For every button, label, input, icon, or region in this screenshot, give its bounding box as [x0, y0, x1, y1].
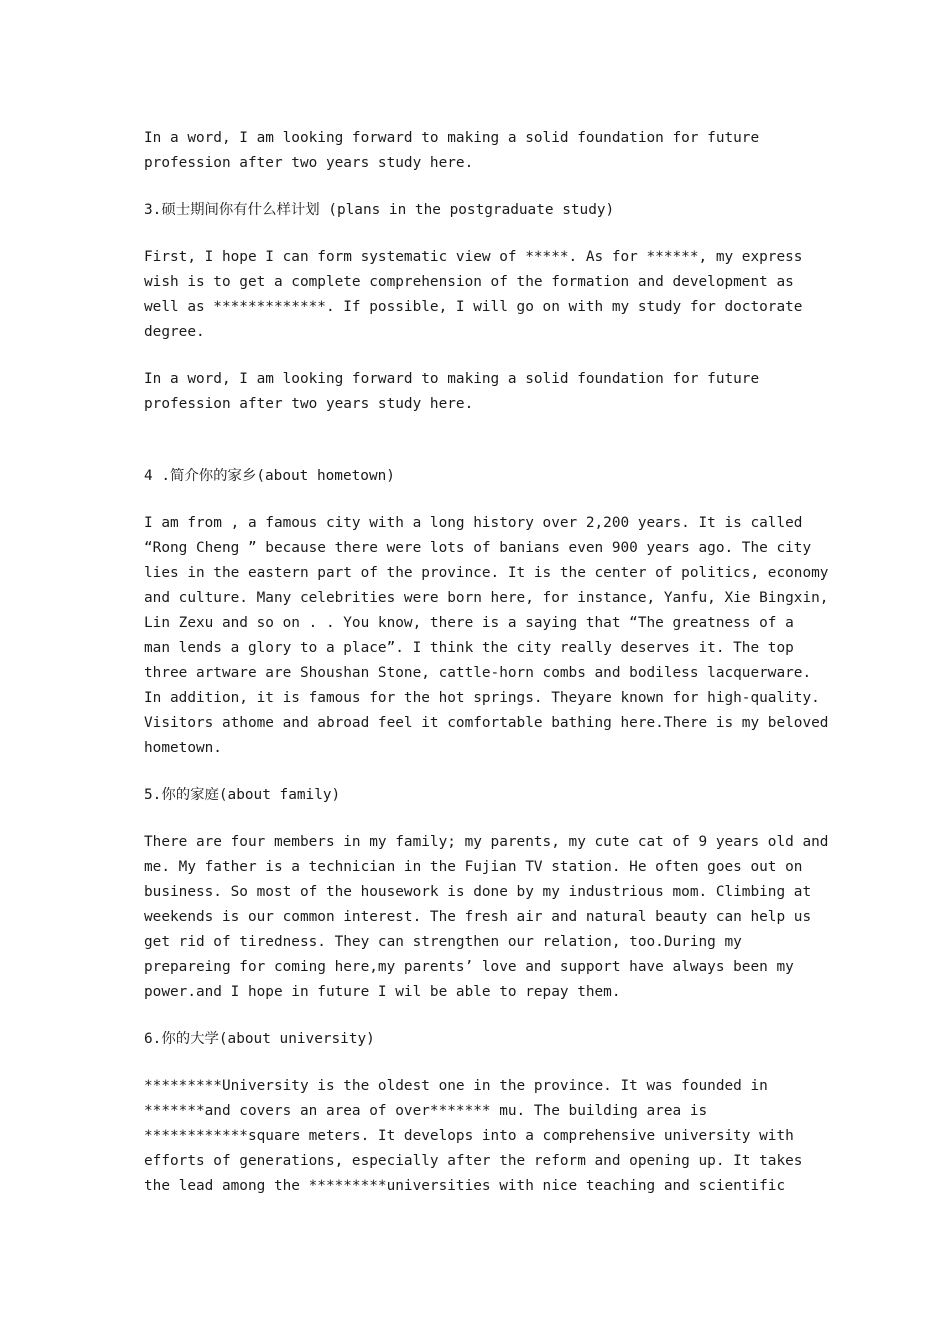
document-body [144, 126, 829, 1221]
text-line: lies in the eastern part of the province. It is the center of politics, economy [144, 565, 829, 581]
text-line: I am from , a famous city with a long history over 2,200 years. It is called [144, 515, 803, 531]
text-line: business. So most of the housework is done by my industrious mom. Climbing at [144, 884, 812, 900]
paragraph [144, 245, 816, 345]
section-heading [144, 783, 816, 808]
text-line: 3.硕士期间你有什么样计划 (plans in the postgraduate study) [144, 202, 615, 218]
text-line: *******and covers an area of over******* mu. The building area is [144, 1103, 708, 1119]
text-line: degree. [144, 324, 205, 340]
text-line: power.and I hope in future I wil be able to repay them. [144, 984, 621, 1000]
text-line: and culture. Many celebrities were born here, for instance, Yanfu, Xie Bingxin, [144, 590, 829, 606]
text-line: weekends is our common interest. The fresh air and natural beauty can help us [144, 909, 812, 925]
text-line: profession after two years study here. [144, 396, 474, 412]
text-line: me. My father is a technician in the Fujian TV station. He often goes out on [144, 859, 803, 875]
text-line: *********University is the oldest one in the province. It was founded in [144, 1078, 768, 1094]
section-heading [144, 198, 816, 223]
text-line: 5.你的家庭(about family) [144, 787, 341, 803]
paragraph [144, 367, 816, 417]
text-line: 6.你的大学(about university) [144, 1031, 375, 1047]
text-line: There are four members in my family; my parents, my cute cat of 9 years old and [144, 834, 829, 850]
text-line: “Rong Cheng ” because there were lots of banians even 900 years ago. The city [144, 540, 812, 556]
text-line: profession after two years study here. [144, 155, 474, 171]
text-line: Visitors athome and abroad feel it comfortable bathing here.There is my beloved [144, 715, 829, 731]
text-line: 4 .简介你的家乡(about hometown) [144, 468, 395, 484]
text-line: Lin Zexu and so on . . You know, there is a saying that “The greatness of a [144, 615, 794, 631]
text-line: hometown. [144, 740, 222, 756]
paragraph [144, 830, 829, 1005]
text-line: wish is to get a complete comprehension of the formation and development as [144, 274, 794, 290]
text-line: ************square meters. It develops into a comprehensive university with [144, 1128, 794, 1144]
paragraph [144, 126, 816, 176]
paragraph [144, 1074, 816, 1199]
section-heading [144, 1027, 816, 1052]
text-line: man lends a glory to a place”. I think the city really deserves it. The top [144, 640, 794, 656]
text-line: get rid of tiredness. They can strengthen our relation, too.During my [144, 934, 742, 950]
text-line: the lead among the *********universities with nice teaching and scientific [144, 1178, 786, 1194]
section-heading [144, 464, 816, 489]
text-line: efforts of generations, especially after the reform and opening up. It takes [144, 1153, 803, 1169]
text-line: prepareing for coming here,my parents’ love and support have always been my [144, 959, 794, 975]
text-line: First, I hope I can form systematic view of *****. As for ******, my express [144, 249, 803, 265]
paragraph [144, 511, 829, 761]
text-line: In addition, it is famous for the hot springs. Theyare known for high-quality. [144, 690, 820, 706]
text-line: In a word, I am looking forward to making a solid foundation for future [144, 130, 760, 146]
text-line: three artware are Shoushan Stone, cattle-horn combs and bodiless lacquerware. [144, 665, 812, 681]
text-line: well as *************. If possible, I will go on with my study for doctorate [144, 299, 803, 315]
text-line: In a word, I am looking forward to making a solid foundation for future [144, 371, 760, 387]
